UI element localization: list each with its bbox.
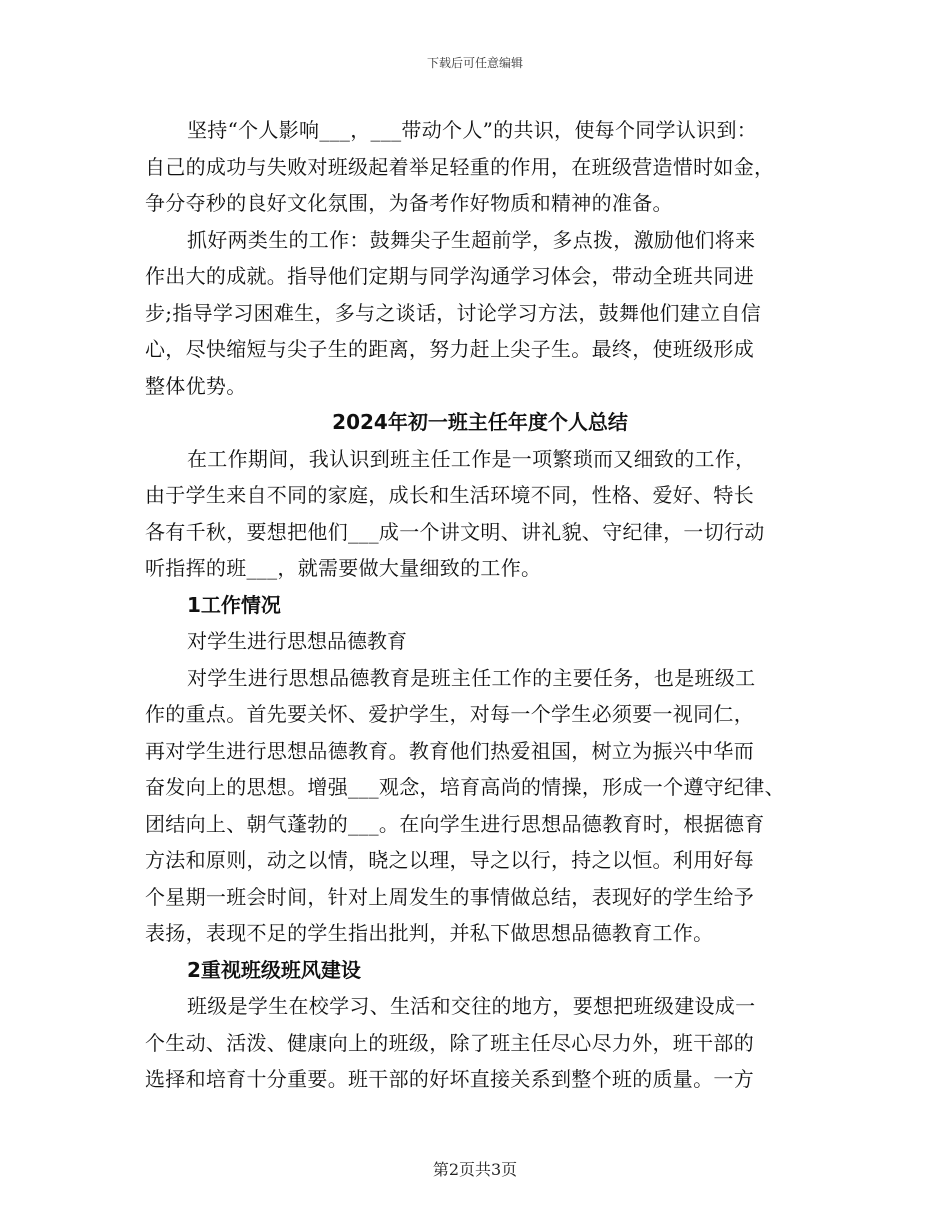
page-number: 第2页共3页: [432, 1160, 518, 1179]
document-body: [145, 112, 815, 1098]
paragraph-5: 班级是学生在校学习、生活和交往的地方，要想把班级建设成一 个生动、活泼、健康向上的班级，除了班主任尽心尽力外，班干部的 选择和培育十分重要。班干部的好坏直接关系到整个班的质量。一方: [145, 994, 756, 1091]
paragraph-3: 在工作期间，我认识到班主任工作是一项繁琐而又细致的工作， 由于学生来自不同的家庭，成长和生活环境不同，性格、爱好、特长 各有千秋，要想把他们___成一个讲文明、讲礼貌、守纪律，一切行动 听指挥的班___，就需要做大量细致的工作。: [145, 446, 765, 580]
section-heading-2: 2重视班级班风建设: [187, 957, 361, 982]
paragraph-2: 抓好两类生的工作：鼓舞尖子生超前学，多点拨，激励他们将来 作出大的成就。指导他们定期与同学沟通学习体会，带动全班共同进 步;指导学习困难生，多与之谈话，讨论学习方法，鼓舞他们建立自信 心，尽快缩短与尖子生的距离，努力赶上尖子生。最终，使班级形成 整体优势。: [145, 227, 762, 398]
paragraph-1: 坚持“个人影响___，___带动个人”的共识，使每个同学认识到： 自己的成功与失败对班级起着举足轻重的作用，在班级营造惜时如金， 争分夺秒的良好文化氛围，为备考作好物质和精神的准备。: [145, 118, 775, 215]
paragraph-4: 对学生进行思想品德教育是班主任工作的主要任务，也是班级工 作的重点。首先要关怀、爱护学生，对每一个学生必须要一视同仁， 再对学生进行思想品德教育。教育他们热爱祖国，树立为振兴中华而 奋发向上的思想。增强___观念，培育高尚的情操，形成一个遵守纪律、 团结向上、朝气蓬勃的___。在向学生进行思想品德教育时，根据德育 方法和原则，动之以情，晓之以理，导之以行，持之以恒。利用好每 个星期一班会时间，针对上周发生的事情做总结，表现好的学生给予 表扬，表现不足的学生指出批判，并私下做思想品德教育工作。: [145, 665, 785, 945]
section-heading-1: 1工作情况: [187, 592, 281, 617]
subsection-heading-1: 对学生进行思想品德教育: [187, 629, 407, 653]
header-note: 下载后可任意编辑: [426, 56, 523, 70]
document-title: 2024年初一班主任年度个人总结: [332, 410, 628, 434]
